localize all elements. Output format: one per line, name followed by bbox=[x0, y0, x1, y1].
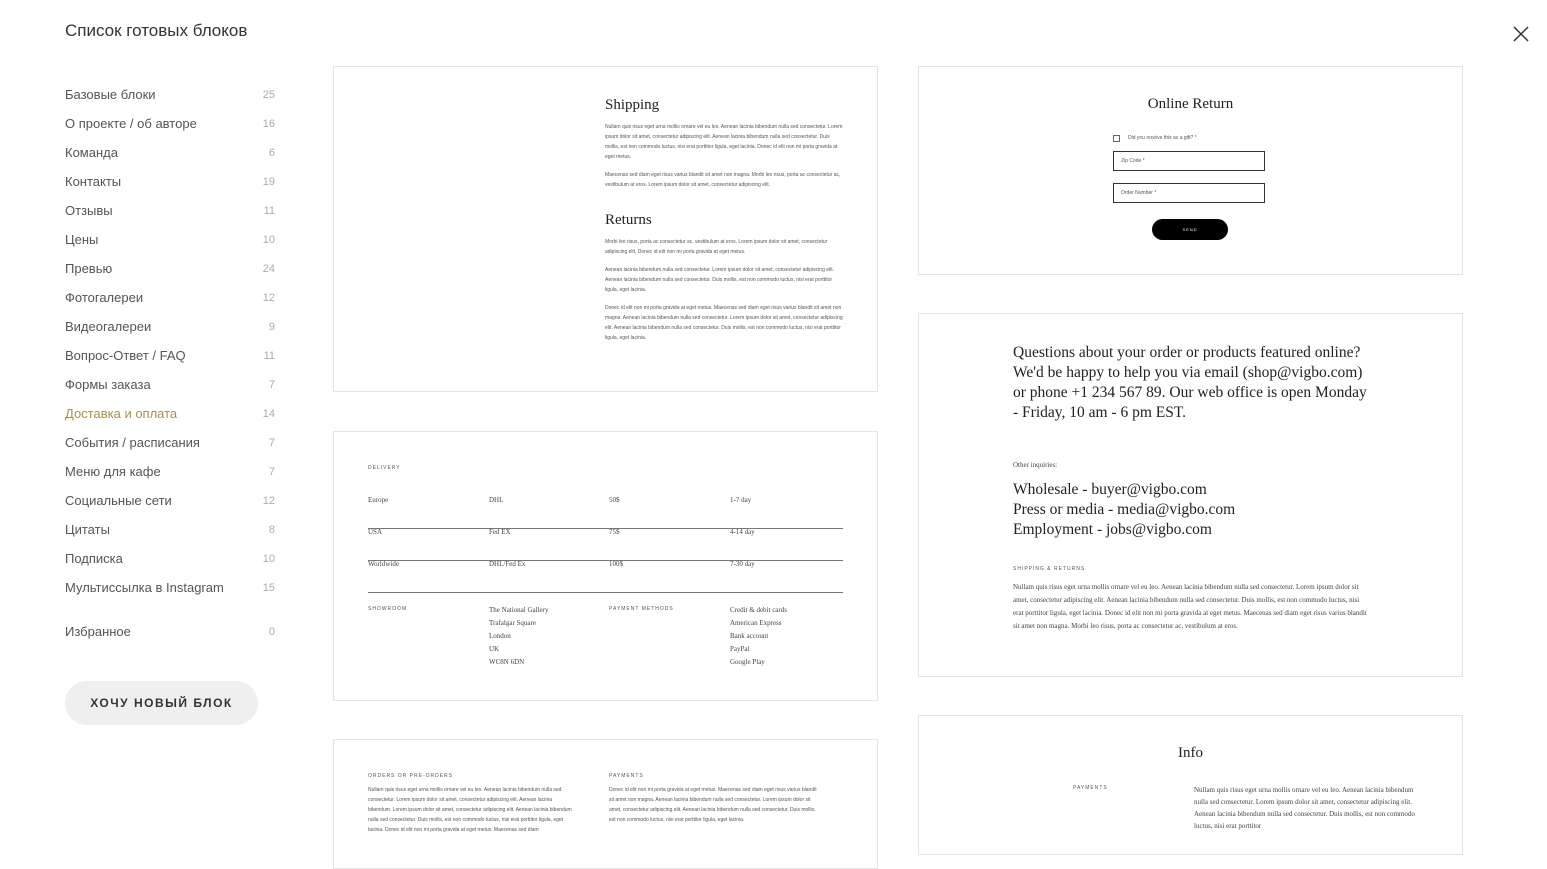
info-title: Info bbox=[1178, 745, 1203, 761]
return-form-title: Online Return bbox=[1147, 96, 1234, 112]
sidebar-item-count: 7 bbox=[268, 378, 275, 391]
returns-paragraph: Donec id elit non mi porta gravida at eget metus. Maecenas sed diam eget risus varius blandit sit amet non magna. Aenean lacinia bibendum nulla sed consectetur. Lorem ipsum dolor sit amet, consectetur adipiscing elit. Aenean lacinia bibendum nulla sed consectetur. Duis mollis, est non commodo luctus, nisi erat porttitor ligula, eget lacinia. bbox=[605, 305, 843, 341]
shipping-paragraph: Maecenas sed diam eget risus varius blandit sit amet non magna. Morbi leo risus, porta ac consectetur ac, vestibulum at eros. Lorem ipsum dolor sit amet, consectetur adipiscing elit. bbox=[605, 172, 841, 188]
sidebar-item-label: Формы заказа bbox=[65, 377, 151, 392]
table-row bbox=[368, 528, 843, 561]
table-cell: DHL/Fed Ex bbox=[489, 560, 526, 568]
order-number-field[interactable] bbox=[1113, 183, 1265, 203]
sidebar-item[interactable] bbox=[65, 138, 275, 167]
sidebar-item-label: О проекте / об авторе bbox=[65, 116, 197, 131]
table-cell: Fed EX bbox=[489, 528, 511, 536]
payment-methods-list bbox=[730, 604, 787, 669]
sidebar-item[interactable] bbox=[65, 370, 275, 399]
address-line: The National Gallery bbox=[489, 606, 549, 614]
contact-line: Wholesale - buyer@vigbo.com bbox=[1013, 481, 1207, 498]
zip-code-placeholder: Zip Code * bbox=[1121, 158, 1145, 164]
sidebar-item[interactable] bbox=[65, 573, 275, 602]
sidebar-item-count: 24 bbox=[262, 262, 275, 275]
sidebar-item[interactable] bbox=[65, 196, 275, 225]
table-cell: USA bbox=[368, 528, 383, 536]
sidebar-item-label: Базовые блоки bbox=[65, 87, 156, 102]
gift-checkbox[interactable] bbox=[1113, 135, 1120, 142]
send-button[interactable]: SEND bbox=[1152, 219, 1228, 240]
sidebar-item-label: Фотогалереи bbox=[65, 290, 144, 305]
page-title: Список готовых блоков bbox=[65, 21, 248, 40]
sidebar-item-count: 12 bbox=[262, 291, 275, 304]
sidebar-item-label: Вопрос-Ответ / FAQ bbox=[65, 348, 186, 363]
info-payments-caption: PAYMENTS bbox=[1073, 785, 1108, 791]
sidebar-item[interactable] bbox=[65, 399, 275, 428]
showroom-caption: SHOWROOM bbox=[368, 606, 408, 612]
address-line: Trafalgar Square bbox=[489, 619, 536, 627]
sidebar-item-label: Меню для кафе bbox=[65, 464, 161, 479]
other-inquiries-label: Other inquiries: bbox=[1013, 461, 1058, 469]
sidebar-item-label: Цитаты bbox=[65, 522, 110, 537]
preview-card-delivery[interactable] bbox=[333, 431, 878, 701]
sidebar-item-favorites[interactable] bbox=[65, 617, 275, 646]
table-row bbox=[368, 560, 843, 593]
sidebar-item-count: 6 bbox=[268, 146, 275, 159]
table-cell: 100$ bbox=[609, 560, 623, 568]
sidebar-item[interactable] bbox=[65, 225, 275, 254]
order-number-placeholder: Order Number * bbox=[1121, 190, 1157, 196]
gift-checkbox-label: Did you receive this as a gift? * bbox=[1128, 135, 1197, 141]
preview-card-info[interactable] bbox=[918, 715, 1463, 855]
sidebar-item[interactable] bbox=[65, 254, 275, 283]
shipping-returns-caption: SHIPPING & RETURNS bbox=[1013, 566, 1086, 572]
sidebar-item-count: 16 bbox=[262, 117, 275, 130]
shipping-heading: Shipping bbox=[605, 97, 660, 113]
sidebar-item[interactable] bbox=[65, 341, 275, 370]
shipping-returns-text: Nullam quis risus eget urna mollis ornare vel eu leo. Aenean lacinia bibendum nulla sed consectetur. Lorem ipsum dolor sit amet, consectetur adipiscing elit. Aenean lacinia bibendum nulla sed consectetur. Duis mollis, est non commodo luctus, nisi erat porttitor ligula, eget lacinia. Donec id elit non mi porta gravida at eget metus. Maecenas sed diam eget risus varius blandit sit amet non magna. Morbi leo risus, porta ac consectetur ac, vestibulum at eros. bbox=[1013, 583, 1367, 630]
sidebar-item-label: Команда bbox=[65, 145, 118, 160]
sidebar-item-label: Видеогалереи bbox=[65, 319, 152, 334]
payments-caption: PAYMENTS bbox=[609, 773, 644, 779]
sidebar-item-label: Контакты bbox=[65, 174, 122, 189]
orders-text: Nullam quis risus eget urna mollis ornare vel eu leo. Aenean lacinia bibendum nulla sed consectetur. Lorem ipsum dolor sit amet, consectetur adipiscing elit. Aenean lacinia bibendum. Lorem ipsum dolor sit amet, consectetur adipiscing elit. Aenean lacinia bibendum nulla sed consectetur. Duis mollis, est non commodo luctus, nisi erat porttitor ligula, eget lacinia. Donec id elit non mi porta gravida at eget metus. Maecenas sed diam bbox=[368, 787, 572, 833]
shipping-paragraph: Nullam quis risus eget urna mollis ornare vel eu leo. Aenean lacinia bibendum nulla sed consectetur. Lorem ipsum dolor sit amet, consectetur adipiscing elit. Aenean lacinia bibendum nulla sed consectetur. Duis mollis, est non commodo luctus, nisi erat porttitor ligula, eget lacinia. Donec id elit non mi porta gravida at eget metus. bbox=[605, 124, 843, 160]
payment-method: Bank account bbox=[730, 632, 769, 640]
sidebar-item-count: 7 bbox=[268, 436, 275, 449]
sidebar-item-label: Цены bbox=[65, 232, 99, 247]
sidebar-item[interactable] bbox=[65, 283, 275, 312]
delivery-caption: DELIVERY bbox=[368, 465, 401, 471]
category-list bbox=[65, 80, 275, 602]
payment-method: American Express bbox=[730, 619, 782, 627]
address-line: WC8N 6DN bbox=[489, 658, 525, 666]
sidebar-item-label: Мультиссылка в Instagram bbox=[65, 580, 224, 595]
sidebar-item[interactable] bbox=[65, 80, 275, 109]
showroom-address bbox=[489, 604, 548, 669]
sidebar-item-count: 7 bbox=[268, 465, 275, 478]
payment-method: Credit & debit cards bbox=[730, 606, 787, 614]
sidebar-item-count: 14 bbox=[262, 407, 275, 420]
payment-method: Google Play bbox=[730, 658, 765, 666]
contact-line: Press or media - media@vigbo.com bbox=[1013, 501, 1236, 518]
sidebar-item-label: Социальные сети bbox=[65, 493, 172, 508]
preview-card-orders[interactable] bbox=[333, 739, 878, 869]
payment-methods-caption: PAYMENT METHODS bbox=[609, 606, 674, 612]
zip-code-field[interactable] bbox=[1113, 151, 1265, 171]
sidebar-item-count: 11 bbox=[263, 204, 275, 217]
table-cell: Europe bbox=[368, 496, 389, 504]
sidebar bbox=[65, 80, 275, 646]
sidebar-item-label: События / расписания bbox=[65, 435, 200, 450]
payment-method: PayPal bbox=[730, 645, 750, 653]
sidebar-item[interactable] bbox=[65, 167, 275, 196]
returns-paragraph: Aenean lacinia bibendum nulla sed consectetur. Lorem ipsum dolor sit amet, consectetur adipiscing elit. Aenean lacinia bibendum nulla sed consectetur. Duis mollis, est non commodo luctus, nisi erat porttitor ligula, eget lacinia. bbox=[605, 267, 835, 293]
sidebar-item-count: 10 bbox=[262, 552, 275, 565]
table-cell: 7-30 day bbox=[730, 560, 755, 568]
table-cell: DHL bbox=[489, 496, 504, 504]
sidebar-item-count: 15 bbox=[262, 581, 275, 594]
sidebar-item[interactable] bbox=[65, 109, 275, 138]
sidebar-item-count: 10 bbox=[262, 233, 275, 246]
table-cell: Worldwide bbox=[368, 560, 399, 568]
address-line: London bbox=[489, 632, 511, 640]
table-cell: 75$ bbox=[609, 528, 620, 536]
sidebar-item-count: 19 bbox=[262, 175, 275, 188]
returns-paragraph: Morbi leo risus, porta ac consectetur ac, vestibulum at eros. Lorem ipsum dolor sit amet, consectetur adipiscing elit. Donec id elit non mi porta gravida at eget metus. bbox=[605, 239, 828, 255]
contacts-lead-text: Questions about your order or products featured online? We'd be happy to help you via email (shop@vigbo.com) or phone +1 234 567 89. Our web office is open Monday - Friday, 10 am - 6 pm EST. bbox=[1013, 344, 1367, 421]
sidebar-item-label: Избранное bbox=[65, 624, 131, 639]
gift-checkbox-row bbox=[1113, 133, 1197, 143]
contact-line: Employment - jobs@vigbo.com bbox=[1013, 521, 1212, 538]
info-payments-text: Nullam quis risus eget urna mollis ornare vel eu leo. Aenean lacinia bibendum nulla sed consectetur. Lorem ipsum dolor sit amet, consectetur adipiscing elit. Aenean lacinia bibendum nulla sed consectetur. Duis mollis, est non commodo luctus, nisi erat porttitor bbox=[1194, 786, 1415, 830]
payments-text: Donec id elit non mi porta gravida at eget metus. Maecenas sed diam eget risus varius blandit sit amet non magna. Aenean lacinia bibendum nulla sed consectetur. Lorem ipsum dolor sit amet, consectetur adipiscing elit. Aenean lacinia bibendum nulla sed consectetur. Duis mollis, est non commodo luctus, nisi erat porttitor ligula, eget lacinia. bbox=[609, 787, 817, 823]
sidebar-item-count: 11 bbox=[263, 349, 275, 362]
preview-card-shipping[interactable] bbox=[333, 66, 878, 392]
sidebar-item[interactable] bbox=[65, 486, 275, 515]
sidebar-item[interactable] bbox=[65, 515, 275, 544]
sidebar-item-label: Превью bbox=[65, 261, 113, 276]
sidebar-item[interactable] bbox=[65, 544, 275, 573]
sidebar-item[interactable] bbox=[65, 428, 275, 457]
table-cell: 4-14 day bbox=[730, 528, 755, 536]
table-cell: 50$ bbox=[609, 496, 620, 504]
sidebar-item-count: 9 bbox=[268, 320, 275, 333]
preview-card-online-return[interactable] bbox=[918, 66, 1463, 275]
table-row bbox=[368, 496, 843, 529]
table-cell: 1-7 day bbox=[730, 496, 752, 504]
sidebar-item-label: Подписка bbox=[65, 551, 123, 566]
sidebar-item-count: 25 bbox=[262, 88, 275, 101]
sidebar-item[interactable] bbox=[65, 312, 275, 341]
sidebar-item-count: 12 bbox=[262, 494, 275, 507]
close-icon[interactable] bbox=[1511, 24, 1531, 44]
sidebar-item-label: Доставка и оплата bbox=[65, 406, 178, 421]
sidebar-item[interactable] bbox=[65, 457, 275, 486]
address-line: UK bbox=[489, 645, 500, 653]
new-block-button[interactable]: ХОЧУ НОВЫЙ БЛОК bbox=[65, 681, 258, 725]
contacts-list bbox=[1013, 480, 1235, 540]
sidebar-item-label: Отзывы bbox=[65, 203, 113, 218]
sidebar-item-count: 0 bbox=[268, 625, 275, 638]
returns-heading: Returns bbox=[605, 212, 652, 228]
orders-caption: ORDERS OR PRE-ORDERS bbox=[368, 773, 454, 779]
sidebar-item-count: 8 bbox=[268, 523, 275, 536]
preview-card-contacts[interactable] bbox=[918, 313, 1463, 677]
